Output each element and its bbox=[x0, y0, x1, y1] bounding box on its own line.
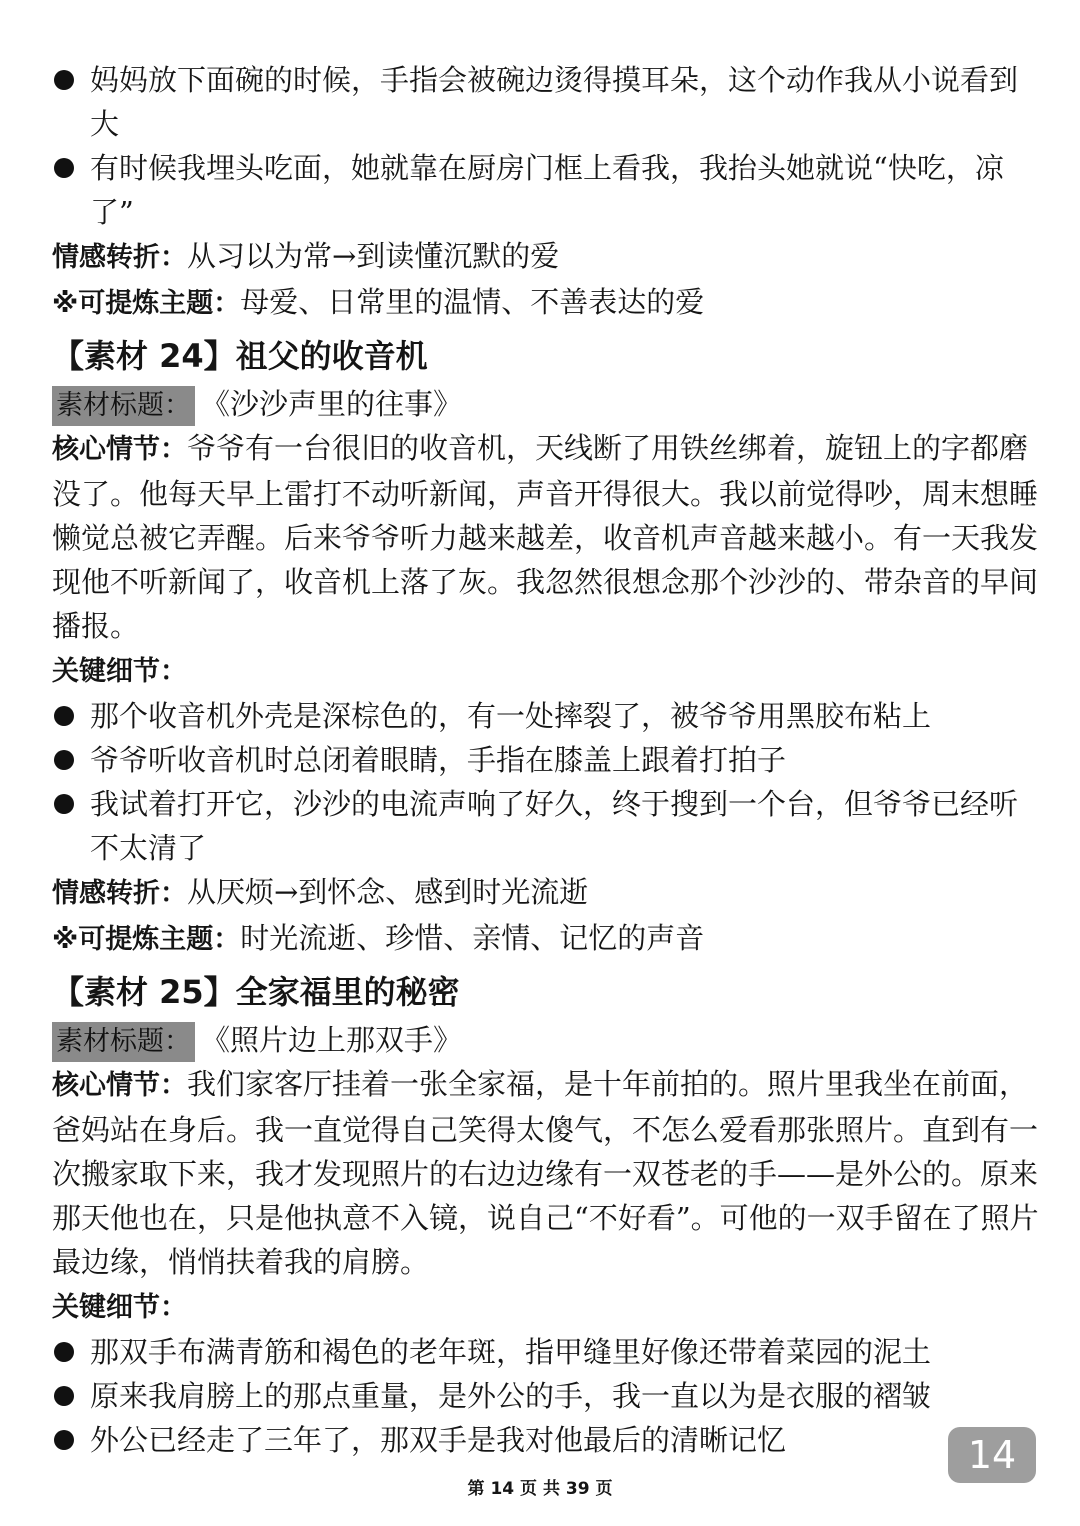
core-plot: 核心情节：我们家客厅挂着一张全家福，是十年前拍的。照片里我坐在前面，爸妈站在身后。我一直觉得自己笑得太傻气，不怎么爱看那张照片。直到有一次搬家取下来，我才发现照片的右边边缘有一双苍老的手——是外公的。原来那天他也在，只是他执意不入镜，说自己“不好看”。可他的一双手留在了照片最边缘，悄悄扶着我的肩膀。 bbox=[52, 1067, 1039, 1279]
material-heading: 【素材 25】全家福里的秘密 bbox=[52, 973, 460, 1011]
material-title-row: 素材标题： 《沙沙声里的往事》 bbox=[52, 382, 1042, 426]
core-plot: 核心情节：爷爷有一台很旧的收音机，天线断了用铁丝绑着，旋钮上的字都磨没了。他每天早上雷打不动听新闻，声音开得很大。我以前觉得吵，周末想睡懒觉总被它弄醒。后来爷爷听力越来越差，收音机声音越来越小。有一天我发现他不听新闻了，收音机上落了灰。我忽然很想念那个沙沙的、带杂音的早间播报。 bbox=[52, 431, 1039, 643]
document-page bbox=[52, 58, 1042, 1462]
bullet-dot-icon bbox=[54, 1430, 74, 1450]
bullet-dot-icon bbox=[54, 1342, 74, 1362]
bullet-dot-icon bbox=[54, 70, 74, 90]
list-item: 那双手布满青筋和褐色的老年斑，指甲缝里好像还带着菜园的泥土 bbox=[52, 1330, 1042, 1374]
bullet-dot-icon bbox=[54, 794, 74, 814]
title-label-box: 素材标题： bbox=[52, 1022, 195, 1062]
bullet-dot-icon bbox=[54, 706, 74, 726]
list-item: 有时候我埋头吃面，她就靠在厨房门框上看我，我抬头她就说“快吃，凉了” bbox=[52, 146, 1042, 234]
bullet-dot-icon bbox=[54, 1386, 74, 1406]
list-item: 爷爷听收音机时总闭着眼睛，手指在膝盖上跟着打拍子 bbox=[52, 738, 1042, 782]
list-item: 外公已经走了三年了，那双手是我对他最后的清晰记忆 bbox=[52, 1418, 1042, 1462]
bullet-dot-icon bbox=[54, 750, 74, 770]
list-item: 我试着打开它，沙沙的电流声响了好久，终于搜到一个台，但爷爷已经听不太清了 bbox=[52, 782, 1042, 870]
list-item: 原来我肩膀上的那点重量，是外公的手，我一直以为是衣服的褶皱 bbox=[52, 1374, 1042, 1418]
material-heading: 【素材 24】祖父的收音机 bbox=[52, 337, 428, 375]
page-footer: 第 14 页 共 39 页 bbox=[467, 1479, 613, 1499]
theme-line: ※可提炼主题：时光流逝、珍惜、亲情、记忆的声音 bbox=[52, 921, 705, 955]
key-details-label: 关键细节： bbox=[52, 656, 187, 687]
list-item: 那个收音机外壳是深棕色的，有一处摔裂了，被爷爷用黑胶布粘上 bbox=[52, 694, 1042, 738]
bullet-dot-icon bbox=[54, 158, 74, 178]
page-number-badge: 14 bbox=[948, 1427, 1036, 1483]
title-label-box: 素材标题： bbox=[52, 386, 195, 426]
material-title-row: 素材标题： 《照片边上那双手》 bbox=[52, 1018, 1042, 1062]
emotion-turn: 情感转折：从习以为常→到读懂沉默的爱 bbox=[52, 239, 560, 273]
list-item: 妈妈放下面碗的时候，手指会被碗边烫得摸耳朵，这个动作我从小说看到大 bbox=[52, 58, 1042, 146]
emotion-turn: 情感转折：从厌烦→到怀念、感到时光流逝 bbox=[52, 875, 589, 909]
key-details-label: 关键细节： bbox=[52, 1292, 187, 1323]
theme-line: ※可提炼主题：母爱、日常里的温情、不善表达的爱 bbox=[52, 285, 705, 319]
